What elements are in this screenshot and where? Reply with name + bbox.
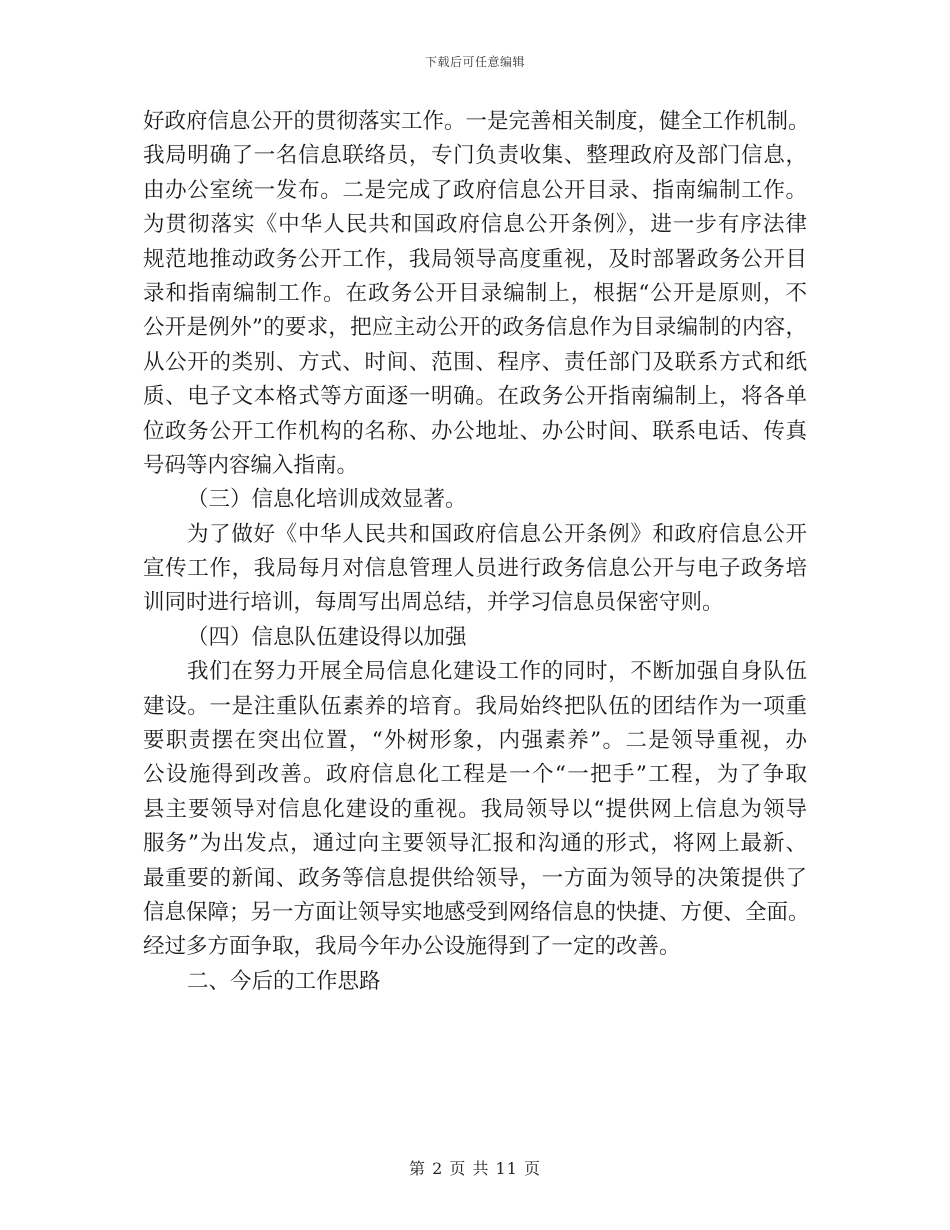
section-heading-team: （四）信息队伍建设得以加强 [187,624,467,650]
text-line: 经过多方面争取，我局今年办公设施得到了一定的改善。 [143,934,681,960]
text-line: 为贯彻落实《中华人民共和国政府信息公开条例》，进一步有序法律 [143,212,807,238]
text-line: 服务”为出发点，通过向主要领导汇报和沟通的形式，将网上最新、 [143,831,807,857]
paragraph-training [143,518,807,621]
text-line: 号码等内容编入指南。 [143,452,359,478]
page-number-footer: 第 2 页 共 11 页 [409,1159,541,1178]
text-line: 建设。一是注重队伍素养的培育。我局始终把队伍的团结作为一项重 [143,693,807,719]
text-line: 要职责摆在突出位置，“外树形象，内强素养”。二是领导重视，办 [143,728,807,754]
text-line: 县主要领导对信息化建设的重视。我局领导以“提供网上信息为领导 [143,796,807,822]
text-line: 位政务公开工作机构的名称、办公地址、办公时间、联系电话、传真 [143,418,807,444]
document-body [143,105,810,999]
paragraph-policy-implementation [143,105,810,483]
text-line: 信息保障；另一方面让领导实地感受到网络信息的快捷、方便、全面。 [143,899,810,925]
text-line: 训同时进行培训，每周写出周总结，并学习信息员保密守则。 [143,590,724,616]
text-line: 宣传工作，我局每月对信息管理人员进行政务信息公开与电子政务培 [143,556,807,582]
section-heading-training: （三）信息化培训成效显著。 [187,487,467,513]
text-line: 从公开的类别、方式、时间、范围、程序、责任部门及联系方式和纸 [143,349,807,375]
text-line: 我局明确了一名信息联络员，专门负责收集、整理政府及部门信息， [143,143,807,169]
text-line: 为了做好《中华人民共和国政府信息公开条例》和政府信息公开 [187,521,807,547]
text-line: 录和指南编制工作。在政务公开目录编制上，根据“公开是原则，不 [143,280,807,306]
text-line: 由办公室统一发布。二是完成了政府信息公开目录、指南编制工作。 [143,177,807,203]
text-line: 我们在努力开展全局信息化建设工作的同时，不断加强自身队伍 [187,659,807,685]
paragraph-team [143,655,810,965]
text-line: 好政府信息公开的贯彻落实工作。一是完善相关制度，健全工作机制。 [143,109,810,134]
text-line: 规范地推动政务公开工作，我局领导高度重视，及时部署政务公开目 [143,246,807,272]
text-line: 公设施得到改善。政府信息化工程是一个“一把手”工程，为了争取 [143,762,807,788]
text-line: 公开是例外”的要求，把应主动公开的政务信息作为目录编制的内容， [143,315,807,341]
text-line: 质、电子文本格式等方面逐一明确。在政务公开指南编制上，将各单 [143,384,807,410]
text-line: 最重要的新闻、政务等信息提供给领导，一方面为领导的决策提供了 [143,865,807,891]
page-header: 下载后可任意编辑 [424,55,525,69]
section-heading-future-plans: 二、今后的工作思路 [187,968,381,994]
